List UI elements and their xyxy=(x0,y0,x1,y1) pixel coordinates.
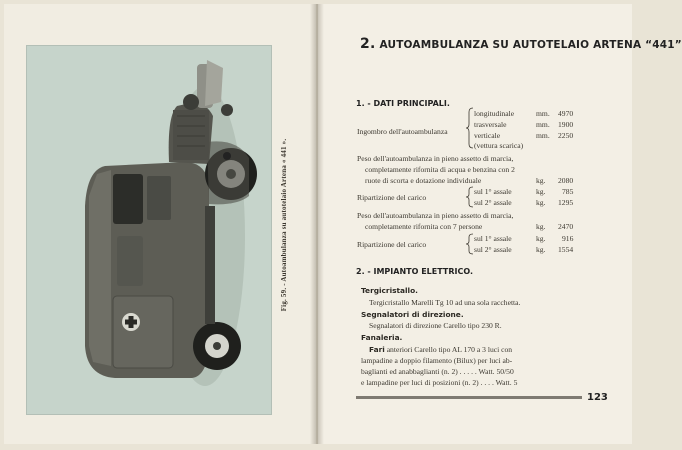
rip2-brace xyxy=(466,233,474,255)
rip1-assale1-unit: kg. xyxy=(536,187,546,196)
peso1-value: 2080 xyxy=(558,176,574,185)
title-number: 2. xyxy=(360,36,376,52)
fari-line-2: lampadine a doppio filamento (Bilux) per luci ab- xyxy=(361,356,513,365)
ingombro-trasversale-unit: mm. xyxy=(536,120,550,129)
ingombro-verticale-unit: mm. xyxy=(536,131,550,140)
rip1-label: Ripartizione del carico xyxy=(357,193,427,202)
peso2-line-1: Peso dell'autoambulanza in pieno assetto di marcia, xyxy=(357,211,514,220)
ingombro-trasversale-label: trasversale xyxy=(474,120,507,129)
book-gutter xyxy=(310,4,324,444)
title-text: AUTOAMBULANZA SU AUTOTELAIO ARTENA “441” xyxy=(379,39,682,51)
rip2-assale1-unit: kg. xyxy=(536,234,546,243)
ingombro-longitudinale-value: 4970 xyxy=(558,109,574,118)
ambulance-photo xyxy=(26,45,272,415)
rip1-assale2-unit: kg. xyxy=(536,198,546,207)
rip1-assale2-label: sul 2° assale xyxy=(474,198,512,207)
section-dati-principali-heading: 1. - DATI PRINCIPALI. xyxy=(356,99,450,108)
rip2-label: Ripartizione del carico xyxy=(357,240,427,249)
rip2-assale2-label: sul 2° assale xyxy=(474,245,512,254)
peso2-unit: kg. xyxy=(536,222,546,231)
ingombro-longitudinale-unit: mm. xyxy=(536,109,550,118)
rip2-assale1-label: sul 1° assale xyxy=(474,234,512,243)
ingombro-label: Ingombro dell'autoambulanza xyxy=(357,127,448,136)
tergicristallo-title: Tergicristallo. xyxy=(361,286,418,295)
segnalatori-text: Segnalatori di direzione Carello tipo 230 R. xyxy=(369,321,502,330)
fari-line-3: baglianti ed anabbaglianti (n. 2) . . . . . Watt. 50/50 xyxy=(361,367,514,376)
fari-text-1: anteriori Carello tipo AL 170 a 3 luci con xyxy=(386,345,513,354)
ingombro-verticale-value: 2250 xyxy=(558,131,574,140)
fari-line-4: e lampadine per luci di posizioni (n. 2) . . . . Watt. 5 xyxy=(361,378,518,387)
rip1-brace xyxy=(466,186,474,208)
rip2-assale2-value: 1554 xyxy=(558,245,574,254)
ingombro-longitudinale-label: longitudinale xyxy=(474,109,515,118)
tergicristallo-text: Tergicristallo Marelli Tg 10 ad una sola racchetta. xyxy=(369,298,521,307)
ingombro-note: (vettura scarica) xyxy=(474,141,524,150)
ingombro-verticale-label: verticale xyxy=(474,131,501,140)
fari-line-1 xyxy=(369,345,512,354)
section-impianto-elettrico-heading: 2. - IMPIANTO ELETTRICO. xyxy=(356,267,473,276)
peso1-unit: kg. xyxy=(536,176,546,185)
page-number: 123 xyxy=(587,392,608,403)
figure-caption xyxy=(276,60,292,390)
rip1-assale2-value: 1295 xyxy=(558,198,574,207)
fanaleria-title: Fanaleria. xyxy=(361,333,403,342)
ingombro-brace xyxy=(466,107,474,149)
peso2-value: 2470 xyxy=(558,222,574,231)
peso1-line-2: completamente rifornita di acqua e benzina con 2 xyxy=(365,165,515,174)
page-title xyxy=(360,36,682,52)
rip2-assale1-value: 916 xyxy=(562,234,574,243)
peso2-line-2: completamente rifornita con 7 persone xyxy=(365,222,483,231)
fari-label: Fari xyxy=(369,345,385,354)
peso1-line-1: Peso dell'autoambulanza in pieno assetto di marcia, xyxy=(357,154,514,163)
ambulance-illustration xyxy=(27,46,271,414)
caption-text: Fig. 59. - Autoambulanza su autotelaio Artena « 441 ». xyxy=(280,138,288,312)
rip1-assale1-label: sul 1° assale xyxy=(474,187,512,196)
ingombro-trasversale-value: 1900 xyxy=(558,120,574,129)
segnalatori-title: Segnalatori di direzione. xyxy=(361,310,464,319)
footer-rule xyxy=(356,396,582,399)
peso1-line-3: ruote di scorta e dotazione individuale xyxy=(365,176,482,185)
rip2-assale2-unit: kg. xyxy=(536,245,546,254)
rip1-assale1-value: 785 xyxy=(562,187,574,196)
